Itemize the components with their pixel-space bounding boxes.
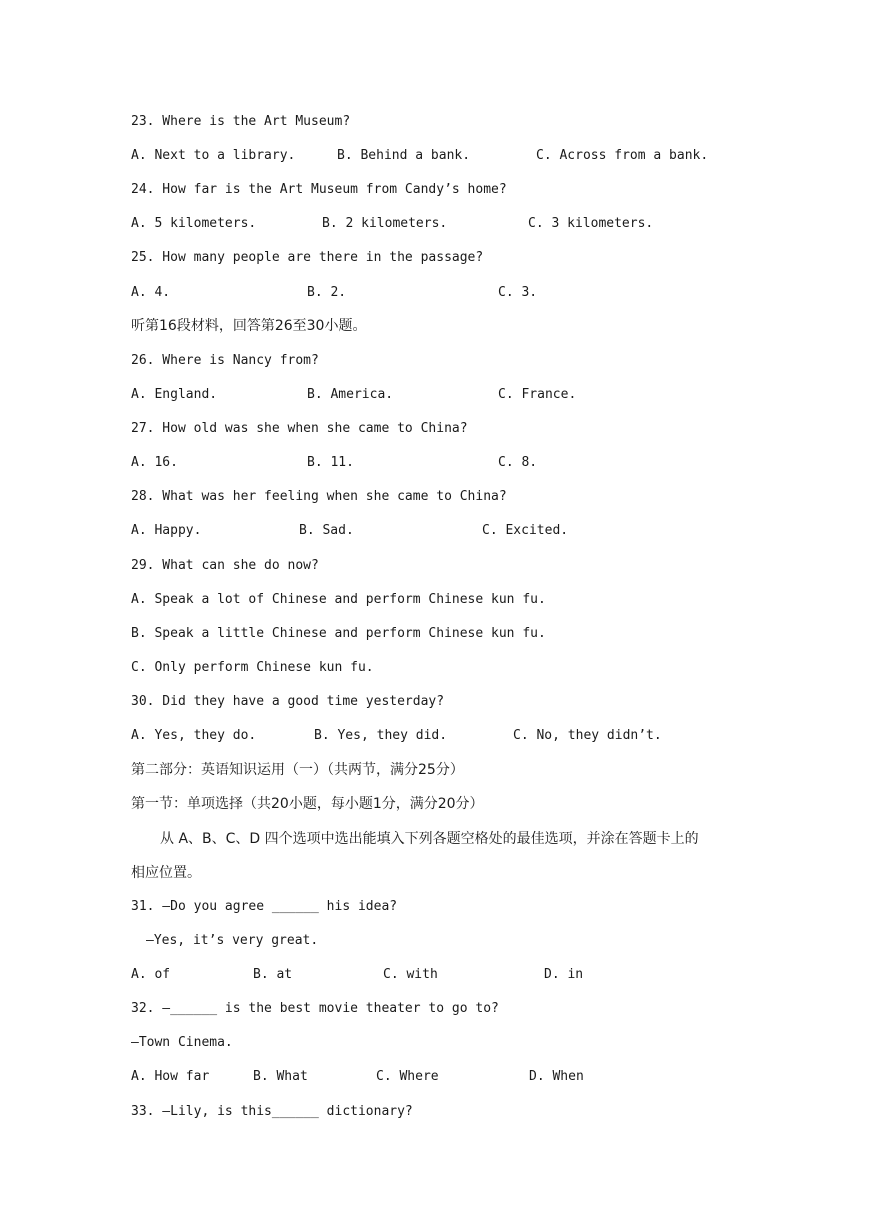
- option-a: A. 16.: [131, 455, 178, 470]
- part-2-heading: [131, 760, 464, 780]
- option-c: C. 8.: [498, 455, 538, 470]
- part-2-text: 第二部分：英语知识运用（一）（共两节，满分25分）: [131, 762, 464, 778]
- option-a: A. England.: [131, 387, 218, 402]
- instructions-text-2: 相应位置。: [131, 865, 201, 881]
- question-24-text: 24. How far is the Art Museum from Candy’s home?: [131, 182, 507, 197]
- option-a: A. of: [131, 967, 171, 982]
- option-b: B. Yes, they did.: [314, 728, 448, 743]
- question-32-reply: [131, 1033, 233, 1053]
- question-31-text: 31. —Do you agree ______ his idea?: [131, 899, 398, 914]
- section-1-text: 第一节：单项选择（共20小题，每小题1分，满分20分）: [131, 796, 484, 812]
- option-b: B. Sad.: [299, 523, 354, 538]
- question-27-options: [131, 453, 538, 473]
- question-26-text: 26. Where is Nancy from?: [131, 353, 319, 368]
- question-27: [131, 419, 468, 439]
- question-25-options: [131, 283, 538, 303]
- question-26-options: [131, 385, 577, 405]
- question-23-text: 23. Where is the Art Museum?: [131, 114, 351, 129]
- option-c: C. 3 kilometers.: [528, 216, 654, 231]
- option-b: B. Speak a little Chinese and perform Chinese kun fu.: [131, 626, 546, 641]
- question-33-text: 33. —Lily, is this______ dictionary?: [131, 1104, 413, 1119]
- question-30: [131, 692, 445, 712]
- question-31-options: [131, 965, 584, 985]
- question-32-reply-text: —Town Cinema.: [131, 1035, 233, 1050]
- question-29-option-b: [131, 624, 546, 644]
- question-33: [131, 1102, 413, 1122]
- section-16-text: 听第16段材料，回答第26至30小题。: [131, 318, 367, 334]
- option-b: B. America.: [307, 387, 394, 402]
- option-c: C. Across from a bank.: [536, 148, 709, 163]
- option-b: B. 2 kilometers.: [322, 216, 448, 231]
- question-25: [131, 248, 484, 268]
- question-29-option-a: [131, 590, 546, 610]
- option-c: C. Only perform Chinese kun fu.: [131, 660, 374, 675]
- question-26: [131, 351, 319, 371]
- option-a: A. Speak a lot of Chinese and perform Chinese kun fu.: [131, 592, 546, 607]
- option-a: A. Yes, they do.: [131, 728, 257, 743]
- question-31-reply-text: —Yes, it’s very great.: [146, 933, 319, 948]
- section-16-heading: [131, 316, 367, 336]
- option-a: A. How far: [131, 1069, 210, 1084]
- question-32: [131, 999, 499, 1019]
- question-25-text: 25. How many people are there in the passage?: [131, 250, 484, 265]
- question-27-text: 27. How old was she when she came to China?: [131, 421, 468, 436]
- question-23: [131, 112, 351, 132]
- option-b: B. 2.: [307, 285, 347, 300]
- option-c: C. Where: [376, 1069, 439, 1084]
- question-29-option-c: [131, 658, 374, 678]
- section-1-heading: [131, 794, 484, 814]
- question-29-text: 29. What can she do now?: [131, 558, 319, 573]
- option-a: A. 5 kilometers.: [131, 216, 257, 231]
- option-b: B. at: [253, 967, 293, 982]
- question-28-options: [131, 521, 569, 541]
- instructions-line-1: [131, 829, 699, 849]
- question-32-options: [131, 1067, 584, 1087]
- question-29: [131, 556, 319, 576]
- option-b: B. What: [253, 1069, 308, 1084]
- option-a: A. 4.: [131, 285, 171, 300]
- question-30-text: 30. Did they have a good time yesterday?: [131, 694, 445, 709]
- option-c: C. 3.: [498, 285, 538, 300]
- question-24: [131, 180, 507, 200]
- option-d: D. When: [529, 1069, 584, 1084]
- question-24-options: [131, 214, 654, 234]
- option-c: C. with: [383, 967, 438, 982]
- option-a: A. Next to a library.: [131, 148, 296, 163]
- question-28: [131, 487, 507, 507]
- option-c: C. No, they didn’t.: [513, 728, 662, 743]
- question-31-reply: [131, 931, 319, 951]
- option-c: C. Excited.: [482, 523, 569, 538]
- option-a: A. Happy.: [131, 523, 202, 538]
- option-c: C. France.: [498, 387, 577, 402]
- question-30-options: [131, 726, 662, 746]
- instructions-text-1: 从 A、B、C、D 四个选项中选出能填入下列各题空格处的最佳选项，并涂在答题卡上的: [160, 831, 699, 847]
- question-31: [131, 897, 398, 917]
- question-32-text: 32. —______ is the best movie theater to go to?: [131, 1001, 499, 1016]
- question-28-text: 28. What was her feeling when she came to China?: [131, 489, 507, 504]
- option-b: B. 11.: [307, 455, 354, 470]
- instructions-line-2: [131, 863, 201, 883]
- option-b: B. Behind a bank.: [337, 148, 471, 163]
- question-23-options: [131, 146, 709, 166]
- option-d: D. in: [544, 967, 584, 982]
